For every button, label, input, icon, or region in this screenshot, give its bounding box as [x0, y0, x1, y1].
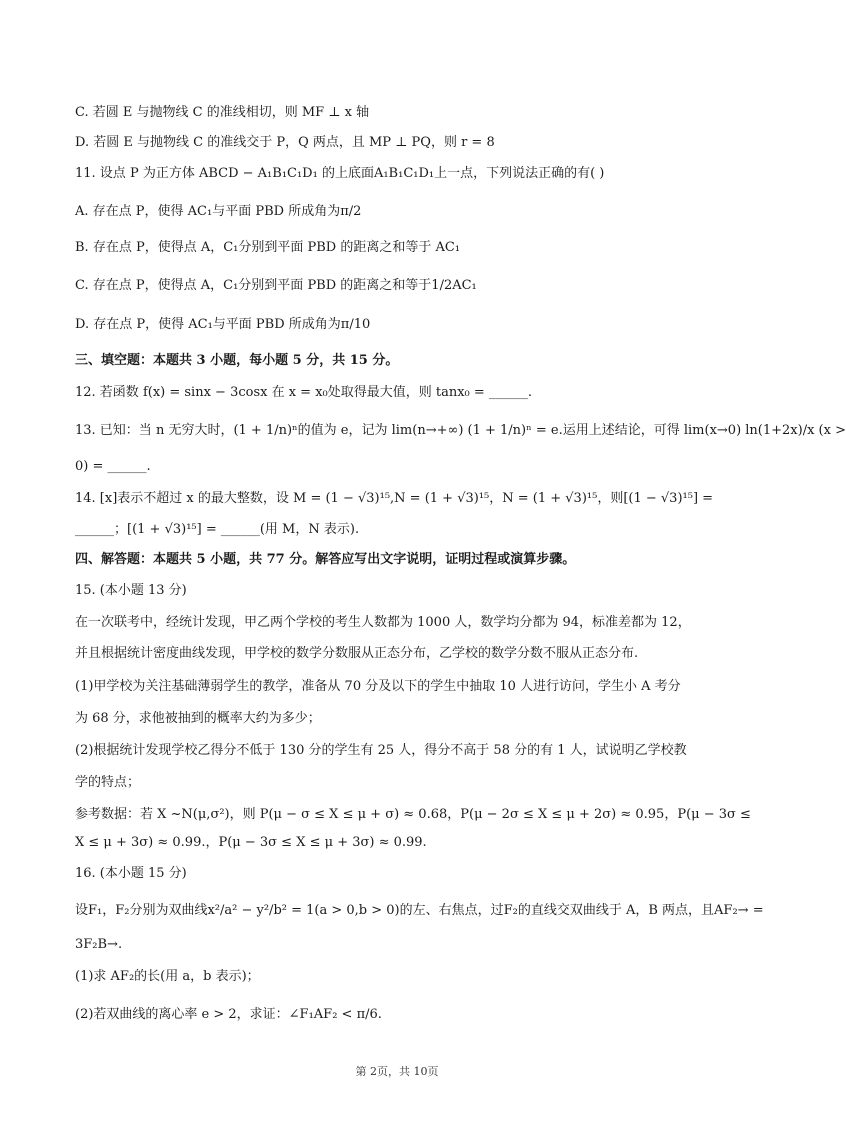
question-16-text-2: 3F₂B→. [75, 937, 123, 952]
question-12: 12. 若函数 f(x) = sinx − 3cosx 在 x = x₀处取得最大值，则 tanx₀ = ______. [75, 385, 533, 400]
reference-data: 参考数据：若 X ~N(μ,σ²)，则 P(μ − σ ≤ X ≤ μ + σ) ≈ 0.68，P(μ − 2σ ≤ X ≤ μ + 2σ) ≈ 0.95，P(μ − 3σ ≤ [75, 807, 751, 822]
page-footer: 第 2页，共 10页 [355, 1065, 439, 1078]
question-14: 14. [x]表示不超过 x 的最大整数，设 M = (1 − √3)¹⁵,N = (1 + √3)¹⁵，N = (1 + √3)¹⁵，则[(1 − √3)¹⁵] = [75, 491, 714, 506]
option-c-q11: C. 存在点 P，使得点 A，C₁分别到平面 PBD 的距离之和等于1/2AC₁ [75, 278, 477, 293]
section-fill-in-heading: 三、填空题：本题共 3 小题，每小题 5 分，共 15 分。 [75, 353, 399, 368]
option-b-q11: B. 存在点 P，使得点 A，C₁分别到平面 PBD 的距离之和等于 AC₁ [75, 240, 461, 255]
question-16-part-2: (2)若双曲线的离心率 e > 2，求证：∠F₁AF₂ < π/6. [75, 1007, 382, 1022]
option-d-q10: D. 若圆 E 与抛物线 C 的准线交于 P，Q 两点，且 MP ⊥ PQ，则 r = 8 [75, 135, 495, 150]
question-16-part-1: (1)求 AF₂的长(用 a，b 表示)； [75, 969, 260, 984]
question-14-cont: ______；[(1 + √3)¹⁵] = ______(用 M，N 表示). [75, 522, 360, 537]
question-16-text-1: 设F₁，F₂分别为双曲线x²/a² − y²/b² = 1(a > 0,b > 0)的左、右焦点，过F₂的直线交双曲线于 A，B 两点，且AF₂→ = [75, 903, 764, 918]
question-13: 13. 已知：当 n 无穷大时，(1 + 1/n)ⁿ的值为 e，记为 lim(n→+∞) (1 + 1/n)ⁿ = e.运用上述结论，可得 lim(x→0) ln(1+2x)/x (x > [75, 423, 846, 438]
question-15-part-1: (1)甲学校为关注基础薄弱学生的教学，准备从 70 分及以下的学生中抽取 10 人进行访问，学生小 A 考分 [75, 679, 681, 694]
question-15-part-2-cont: 学的特点； [75, 775, 141, 790]
question-15-header: 15. (本小题 13 分) [75, 583, 187, 598]
option-c-q10: C. 若圆 E 与抛物线 C 的准线相切，则 MF ⊥ x 轴 [75, 105, 370, 120]
question-11: 11. 设点 P 为正方体 ABCD − A₁B₁C₁D₁ 的上底面A₁B₁C₁D₁上一点，下列说法正确的有( ) [75, 166, 605, 181]
question-16-header: 16. (本小题 15 分) [75, 866, 187, 881]
section-answer-heading: 四、解答题：本题共 5 小题，共 77 分。解答应写出文字说明，证明过程或演算步骤。 [75, 552, 576, 567]
question-13-cont: 0) = ______. [75, 459, 151, 474]
option-d-q11: D. 存在点 P，使得 AC₁与平面 PBD 所成角为π/10 [75, 317, 371, 332]
question-15-part-1-cont: 为 68 分，求他被抽到的概率大约为多少； [75, 711, 321, 726]
reference-data-cont: X ≤ μ + 3σ) ≈ 0.99.，P(μ − 3σ ≤ X ≤ μ + 3σ) ≈ 0.99. [75, 835, 427, 850]
question-15-part-2: (2)根据统计发现学校乙得分不低于 130 分的学生有 25 人，得分不高于 58 分的有 1 人，试说明乙学校教 [75, 743, 687, 758]
option-a-q11: A. 存在点 P，使得 AC₁与平面 PBD 所成角为π/2 [75, 204, 362, 219]
question-15-text-1: 在一次联考中，经统计发现，甲乙两个学校的考生人数都为 1000 人，数学均分都为 94，标准差都为 12， [75, 615, 691, 630]
question-15-text-2: 并且根据统计密度曲线发现，甲学校的数学分数服从正态分布，乙学校的数学分数不服从正态分布. [75, 646, 639, 661]
